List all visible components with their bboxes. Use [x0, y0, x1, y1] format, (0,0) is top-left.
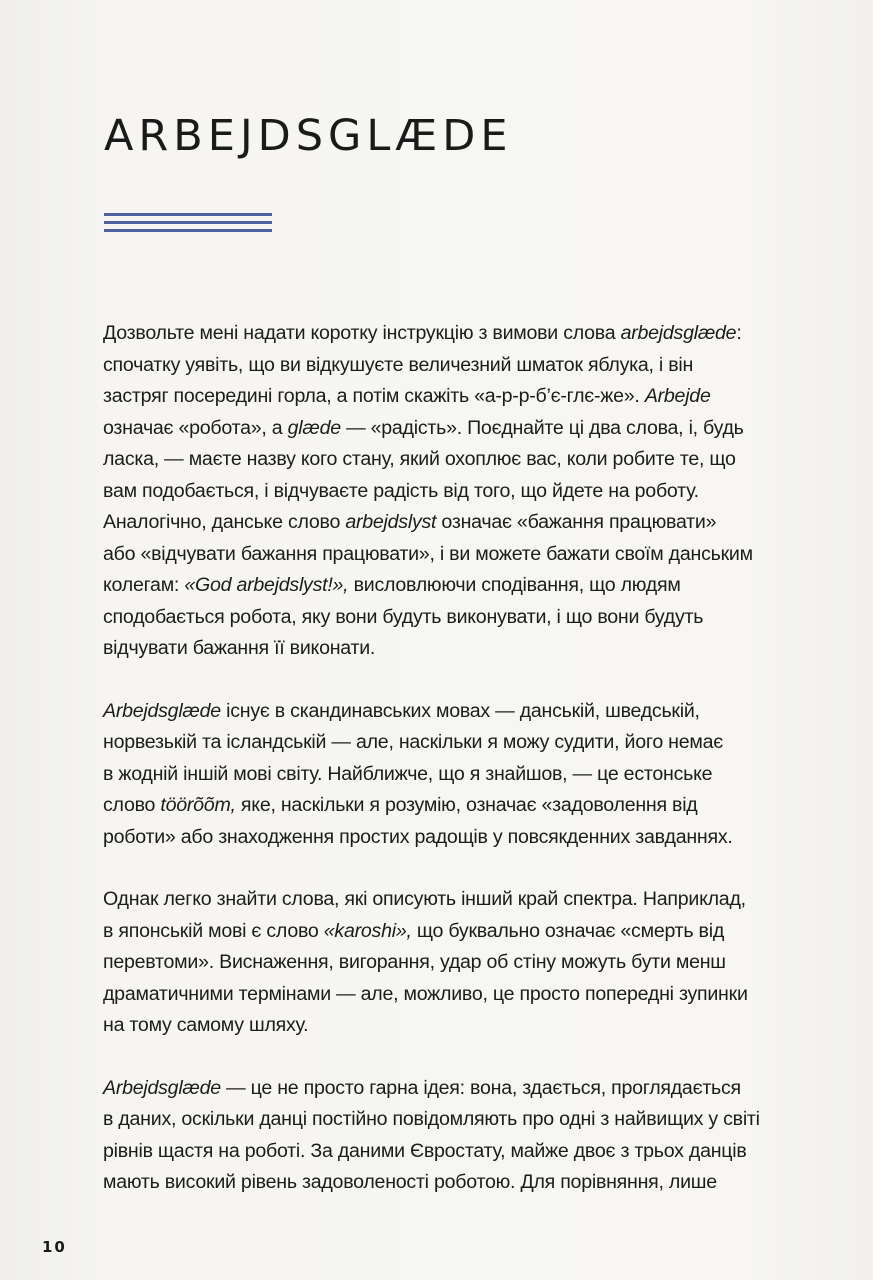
text-line [103, 633, 838, 665]
text-run: що буквально означає «смерть від [411, 919, 725, 942]
text-line [103, 1104, 838, 1136]
text-run: або «відчувати бажання працювати», і ви можете бажати своїм данським [103, 542, 753, 565]
text-run: слово [103, 794, 161, 816]
text-run: перевтоми». Виснаження, вигорання, удар об стіну можуть бути менш [103, 951, 726, 973]
text-run: на тому самому шляху. [103, 1014, 309, 1036]
paragraph [103, 1073, 838, 1199]
text-line [103, 507, 838, 539]
text-line [103, 318, 838, 350]
text-run: : [736, 322, 742, 344]
text-run: — це не просто гарна ідея: вона, здається, проглядається [220, 1076, 741, 1099]
text-run: в даних, оскільки данці постійно повідомляють про одні з найвищих у світі [103, 1108, 760, 1130]
text-run: роботи» або знаходження простих радощів у повсякденних завданнях. [103, 825, 733, 848]
italic-term: «karoshi», [323, 919, 412, 942]
text-line [103, 727, 838, 759]
title-underline-stripe [104, 213, 272, 216]
italic-term: Arbejdsglæde [103, 699, 221, 722]
text-run: висловлюючи сподівання, що людям [348, 574, 681, 596]
text-line [103, 884, 838, 916]
page-number: 10 [42, 1238, 67, 1256]
text-run: ласка, — маєте назву кого стану, який охоплює вас, коли робите те, що [103, 448, 736, 470]
text-line [103, 979, 838, 1011]
text-line [103, 947, 838, 979]
text-run: в жодній іншій мові світу. Найближче, що я знайшов, — це естонське [103, 762, 713, 785]
text-line [103, 381, 838, 413]
italic-term: glæde [287, 416, 341, 439]
text-line [103, 1136, 838, 1168]
text-run: відчувати бажання її виконати. [103, 637, 376, 659]
text-run: вам подобається, і відчуваєте радість від того, що йдете на роботу. [103, 479, 699, 502]
text-run: драматичними термінами — але, можливо, це просто попередні зупинки [103, 982, 748, 1005]
text-line [103, 822, 838, 854]
text-line [103, 444, 838, 476]
text-line [103, 759, 838, 791]
italic-term: Arbejde [644, 385, 711, 407]
text-run: сподобається робота, яку вони будуть виконувати, і що вони будуть [103, 605, 704, 628]
text-line [103, 916, 838, 948]
italic-term: «God arbejdslyst!», [184, 574, 349, 596]
text-run: означає «бажання працювати» [436, 511, 717, 533]
text-line [103, 1010, 838, 1042]
paragraph [103, 884, 838, 1042]
text-run: норвезькій та ісландській — але, наскільки я можу судити, його немає [103, 731, 723, 753]
text-run: Дозвольте мені надати коротку інструкцію з вимови слова [103, 322, 621, 344]
text-run: Аналогічно, данське слово [103, 511, 346, 533]
text-run: спочатку уявіть, що ви відкушуєте величезний шматок яблука, і він [103, 353, 694, 376]
italic-term: töörõõm, [160, 794, 236, 816]
text-line [103, 476, 838, 508]
paragraph [103, 318, 838, 665]
italic-term: arbejdslyst [345, 511, 437, 533]
text-line [103, 413, 838, 445]
text-run: існує в скандинавських мовах — данській, шведській, [220, 699, 700, 722]
body-text [103, 318, 838, 1230]
text-run: колегам: [103, 574, 185, 596]
paragraph [103, 696, 838, 854]
text-run: Однак легко знайти слова, які описують інший край спектра. Наприклад, [103, 888, 746, 910]
text-line [103, 790, 838, 822]
chapter-title: ARBEJDSGLÆDE [104, 111, 513, 161]
text-run: означає «робота», а [103, 416, 288, 439]
text-line [103, 570, 838, 602]
italic-term: Arbejdsglæde [103, 1076, 221, 1099]
text-line [103, 350, 838, 382]
text-run: — «радість». Поєднайте ці два слова, і, будь [340, 416, 744, 439]
title-underline-stripe [104, 221, 272, 224]
text-line [103, 1167, 838, 1199]
text-line [103, 1073, 838, 1105]
text-run: яке, наскільки я розумію, означає «задоволення від [235, 794, 698, 816]
text-run: мають високий рівень задоволеності роботою. Для порівняння, лише [103, 1171, 717, 1193]
text-run: застряг посередині горла, а потім скажіть «а-р-р-б’є-глє-же». [103, 385, 645, 407]
text-line [103, 696, 838, 728]
text-line [103, 602, 838, 634]
text-run: в японській мові є слово [103, 919, 324, 942]
italic-term: arbejdsglæde [620, 322, 737, 344]
title-underline-stripe [104, 229, 272, 232]
text-run: рівнів щастя на роботі. За даними Євростату, майже двоє з трьох данців [103, 1139, 747, 1162]
text-line [103, 539, 838, 571]
